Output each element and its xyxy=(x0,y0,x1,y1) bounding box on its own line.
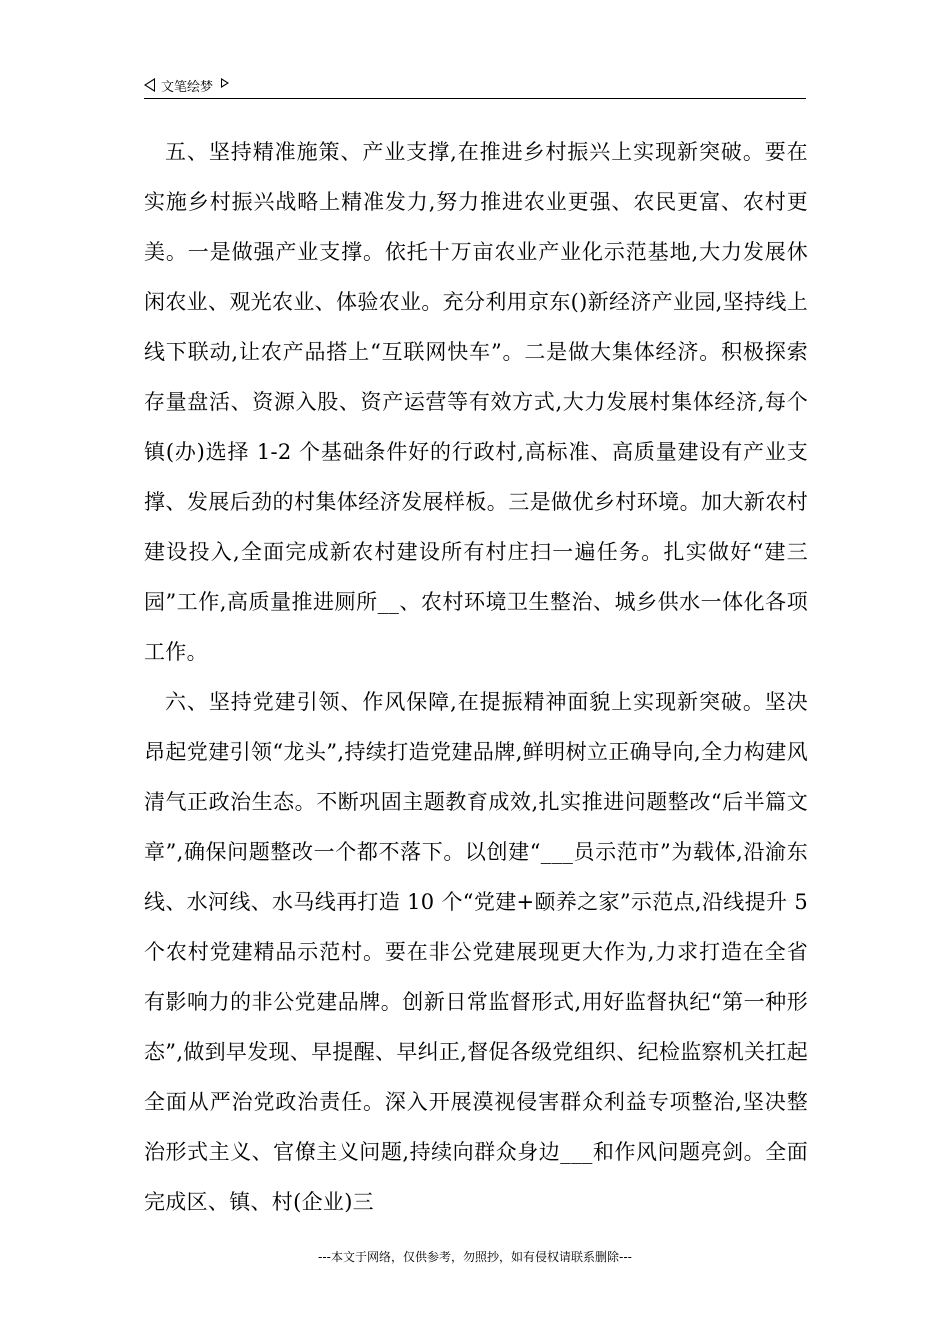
page-footer: ---本文于网络，仅供参考，勿照抄，如有侵权请联系删除--- xyxy=(318,1250,632,1264)
document-body xyxy=(144,127,808,1227)
page-header xyxy=(144,72,806,99)
paragraph-six: 六、坚持党建引领、作风保障,在提振精神面貌上实现新突破。坚决昂起党建引领“龙头”,持续打造党建品牌,鲜明树立正确导向,全力构建风清气正政治生态。不断巩固主题教育成效,扎实推进问题整改“后半篇文章”,确保问题整改一个都不落下。以创建“___员示范市”为载体,沿渝东线、水河线、水马线再打造 10 个“党建+颐养之家”示范点,沿线提升 5 个农村党建精品示范村。要在非公党建展现更大作为,力求打造在全省有影响力的非公党建品牌。创新日常监督形式,用好监督执纪“第一种形态”,做到早发现、早提醒、早纠正,督促各级党组织、纪检监察机关扛起全面从严治党政治责任。深入开展漠视侵害群众利益专项整治,坚决整治形式主义、官僚主义问题,持续向群众身边___和作风问题亮剑。全面完成区、镇、村(企业)三 xyxy=(144,690,808,1214)
paragraph-five: 五、坚持精准施策、产业支撑,在推进乡村振兴上实现新突破。要在实施乡村振兴战略上精准发力,努力推进农业更强、农民更富、农村更美。一是做强产业支撑。依托十万亩农业产业化示范基地,大力发展休闲农业、观光农业、体验农业。充分利用京东()新经济产业园,坚持线上线下联动,让农产品搭上“互联网快车”。二是做大集体经济。积极探索存量盘活、资源入股、资产运营等有效方式,大力发展村集体经济,每个镇(办)选择 1-2 个基础条件好的行政村,高标准、高质量建设有产业支撑、发展后劲的村集体经济发展样板。三是做优乡村环境。加大新农村建设投入,全面完成新农村建设所有村庄扫一遍任务。扎实做好“建三园”工作,高质量推进厕所__、农村环境卫生整治、城乡供水一体化各项工作。 xyxy=(144,140,808,664)
triangle-left-icon xyxy=(144,78,155,92)
header-title: 文笔绘梦 xyxy=(161,79,214,95)
triangle-right-icon xyxy=(221,78,229,88)
